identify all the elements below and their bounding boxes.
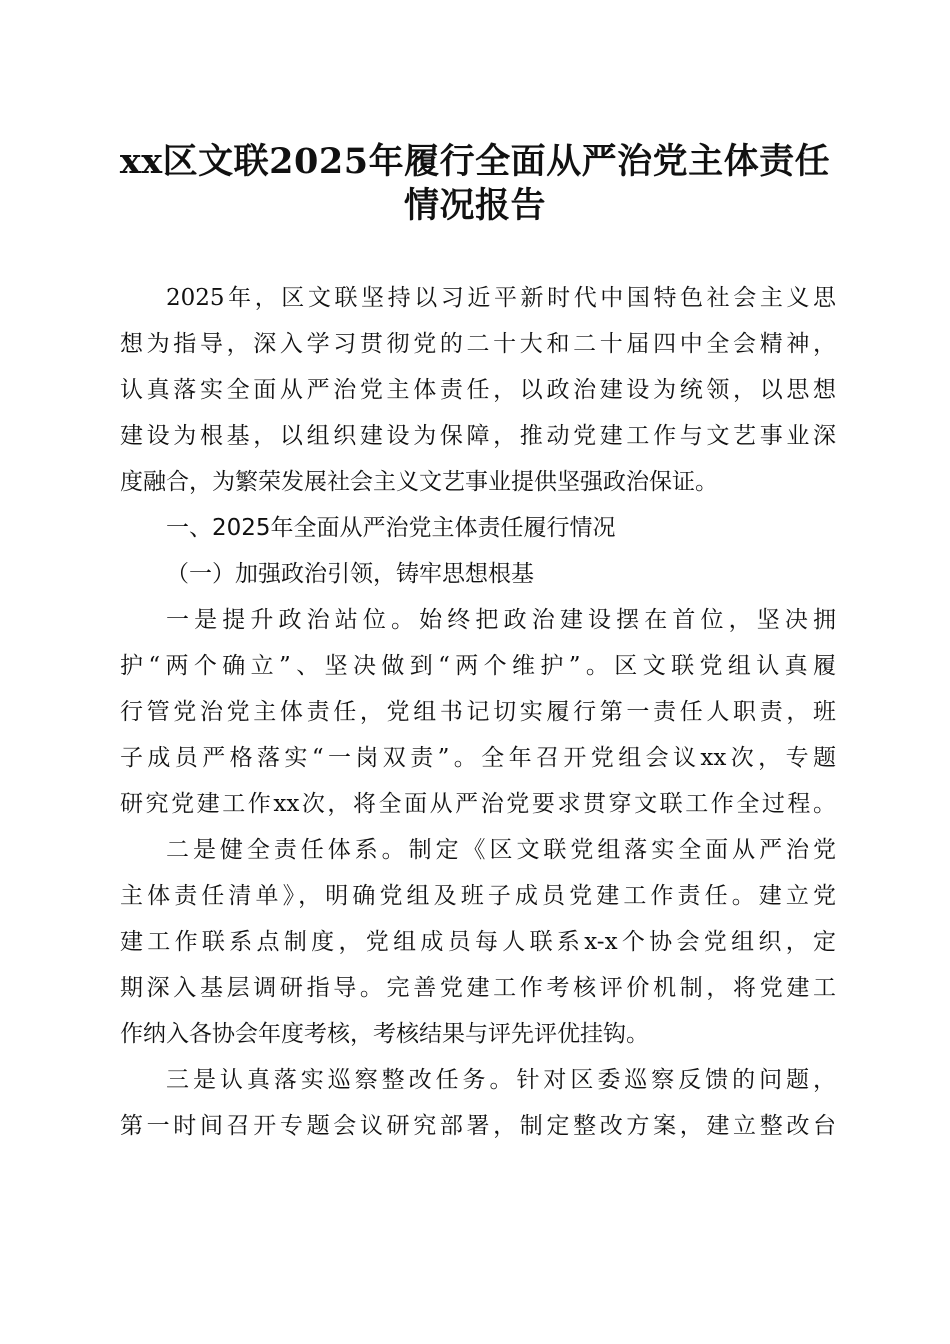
intro-line: 度融合，为繁荣发展社会主义文艺事业提供坚强政治保证。 — [120, 469, 718, 495]
body-line: 一是提升政治站位。始终把政治建设摆在首位，坚决拥 — [166, 607, 836, 633]
intro-line: 2025年，区文联坚持以习近平新时代中国特色社会主义思 — [166, 285, 836, 311]
subsection-heading: （一）加强政治引领，铸牢思想根基 — [166, 561, 534, 587]
body-line: 作纳入各协会年度考核，考核结果与评先评优挂钩。 — [120, 1021, 649, 1047]
body-line: 行管党治党主体责任，党组书记切实履行第一责任人职责，班 — [120, 699, 836, 725]
body-line: 建工作联系点制度，党组成员每人联系x-x个协会党组织，定 — [120, 929, 836, 955]
body-line: 期深入基层调研指导。完善党建工作考核评价机制，将党建工 — [120, 975, 836, 1001]
body-line: 第一时间召开专题会议研究部署，制定整改方案，建立整改台 — [120, 1113, 836, 1139]
body-line: 护“两个确立”、坚决做到“两个维护”。区文联党组认真履 — [120, 653, 836, 679]
body-line: 主体责任清单》，明确党组及班子成员党建工作责任。建立党 — [120, 883, 836, 909]
document-title-line-1: xx区文联2025年履行全面从严治党主体责任 — [119, 141, 831, 182]
section-heading: 一、2025年全面从严治党主体责任履行情况 — [166, 515, 616, 541]
intro-line: 建设为根基，以组织建设为保障，推动党建工作与文艺事业深 — [120, 423, 836, 449]
body-line: 三是认真落实巡察整改任务。针对区委巡察反馈的问题， — [166, 1067, 836, 1093]
document-title-line-2: 情况报告 — [403, 185, 546, 226]
intro-line: 想为指导，深入学习贯彻党的二十大和二十届四中全会精神， — [120, 331, 836, 357]
intro-line: 认真落实全面从严治党主体责任，以政治建设为统领，以思想 — [120, 377, 836, 403]
body-line: 子成员严格落实“一岗双责”。全年召开党组会议xx次，专题 — [120, 745, 836, 771]
body-line: 研究党建工作xx次，将全面从严治党要求贯穿文联工作全过程。 — [120, 791, 836, 817]
body-line: 二是健全责任体系。制定《区文联党组落实全面从严治党 — [166, 837, 836, 863]
